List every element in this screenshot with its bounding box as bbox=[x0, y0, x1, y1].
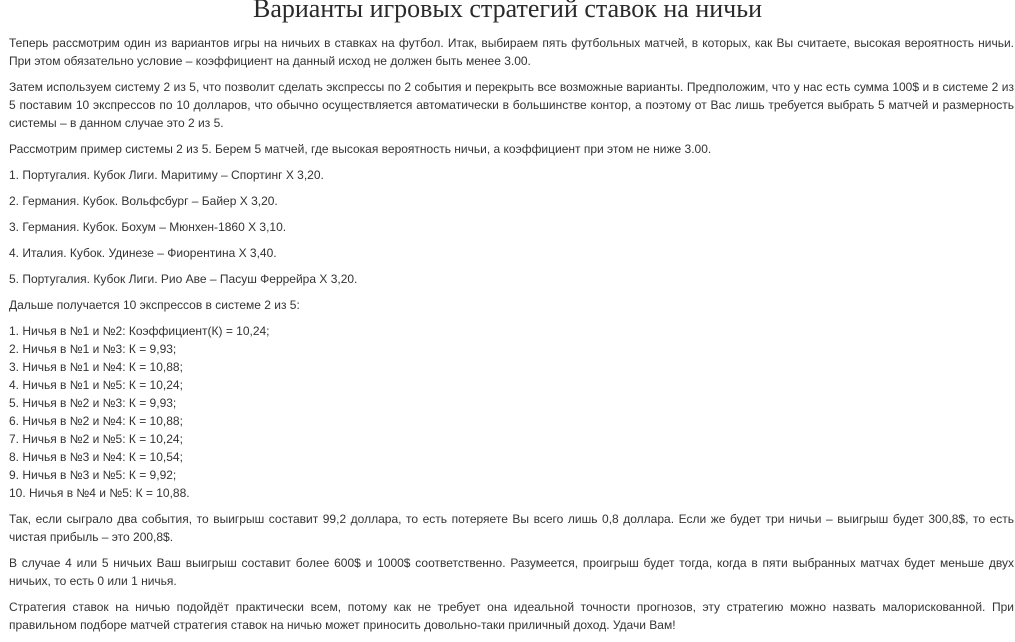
result-more-paragraph: В случае 4 или 5 ничьих Ваш выигрыш составит более 600$ и 1000$ соответственно. Разумеется, проигрыш будет тогда, когда в пяти выбранных матчах будет меньше двух ничьих, то есть 0 или 1 ничья. bbox=[9, 556, 1014, 588]
intro-paragraph: Теперь рассмотрим один из вариантов игры на ничьих в ставках на футбол. Итак, выбираем пять футбольных матчей, в которых, как Вы считаете, высокая вероятность ничьи. При этом обязательно условие – коэффициент на данный исход не должен быть менее 3.00. bbox=[9, 36, 1014, 68]
express-item: 9. Ничья в №3 и №5: К = 9,92; bbox=[9, 468, 177, 482]
express-item: 5. Ничья в №2 и №3: К = 9,93; bbox=[9, 396, 177, 410]
express-item: 2. Ничья в №1 и №3: К = 9,93; bbox=[9, 342, 177, 356]
express-item: 7. Ничья в №2 и №5: К = 10,24; bbox=[9, 432, 183, 446]
system-paragraph: Затем используем систему 2 из 5, что позволит сделать экспрессы по 2 события и перекрыть все возможные варианты. Предположим, что у нас есть сумма 100$ и в системе 2 из 5 поставим 10 экспрессов по 10 долларов, что обычно осуществляется автоматически в большинстве контор, а поэтому от Вас лишь требуется выбрать 5 матчей и размерность системы – в данном случае это 2 из 5. bbox=[9, 80, 1014, 130]
conclusion-paragraph: Стратегия ставок на ничью подойдёт практически всем, потому как не требует она идеальной точности прогнозов, эту стратегию можно назвать малорискованной. При правильном подборе матчей стратегия ставок на ничью может приносить довольно-таки приличный доход. Удачи Вам! bbox=[9, 600, 1014, 632]
page-title: Варианты игровых стратегий ставок на ничьи bbox=[252, 0, 762, 23]
match-item-1: 1. Португалия. Кубок Лиги. Маритиму – Спортинг X 3,20. bbox=[9, 168, 324, 182]
match-item-2: 2. Германия. Кубок. Вольфсбург – Байер X 3,20. bbox=[9, 194, 278, 208]
match-item-3: 3. Германия. Кубок. Бохум – Мюнхен-1860 X 3,10. bbox=[9, 220, 287, 234]
express-item: 6. Ничья в №2 и №4: К = 10,88; bbox=[9, 414, 183, 428]
express-item: 8. Ничья в №3 и №4: К = 10,54; bbox=[9, 450, 183, 464]
express-item: 1. Ничья в №1 и №2: Коэффициент(К) = 10,24; bbox=[9, 324, 270, 338]
express-item: 10. Ничья в №4 и №5: К = 10,88. bbox=[9, 486, 190, 500]
express-item: 4. Ничья в №1 и №5: К = 10,24; bbox=[9, 378, 183, 392]
express-intro-paragraph: Дальше получается 10 экспрессов в системе 2 из 5: bbox=[9, 298, 300, 312]
express-item: 3. Ничья в №1 и №4: К = 10,88; bbox=[9, 360, 183, 374]
article-body bbox=[9, 34, 1014, 642]
match-item-5: 5. Португалия. Кубок Лиги. Рио Аве – Пасуш Феррейра X 3,20. bbox=[9, 272, 358, 286]
result-two-paragraph: Так, если сыграло два события, то выигрыш составит 99,2 доллара, то есть потеряете Вы всего лишь 0,8 доллара. Если же будет три ничьи – выигрыш будет 300,8$, то есть чистая прибыль – это 200,8$. bbox=[9, 512, 1014, 544]
match-item-4: 4. Италия. Кубок. Удинезе – Фиорентина X 3,40. bbox=[9, 246, 277, 260]
express-list bbox=[9, 322, 1014, 502]
example-paragraph: Рассмотрим пример системы 2 из 5. Берем 5 матчей, где высокая вероятность ничьи, а коэффициент при этом не ниже 3.00. bbox=[9, 142, 712, 156]
